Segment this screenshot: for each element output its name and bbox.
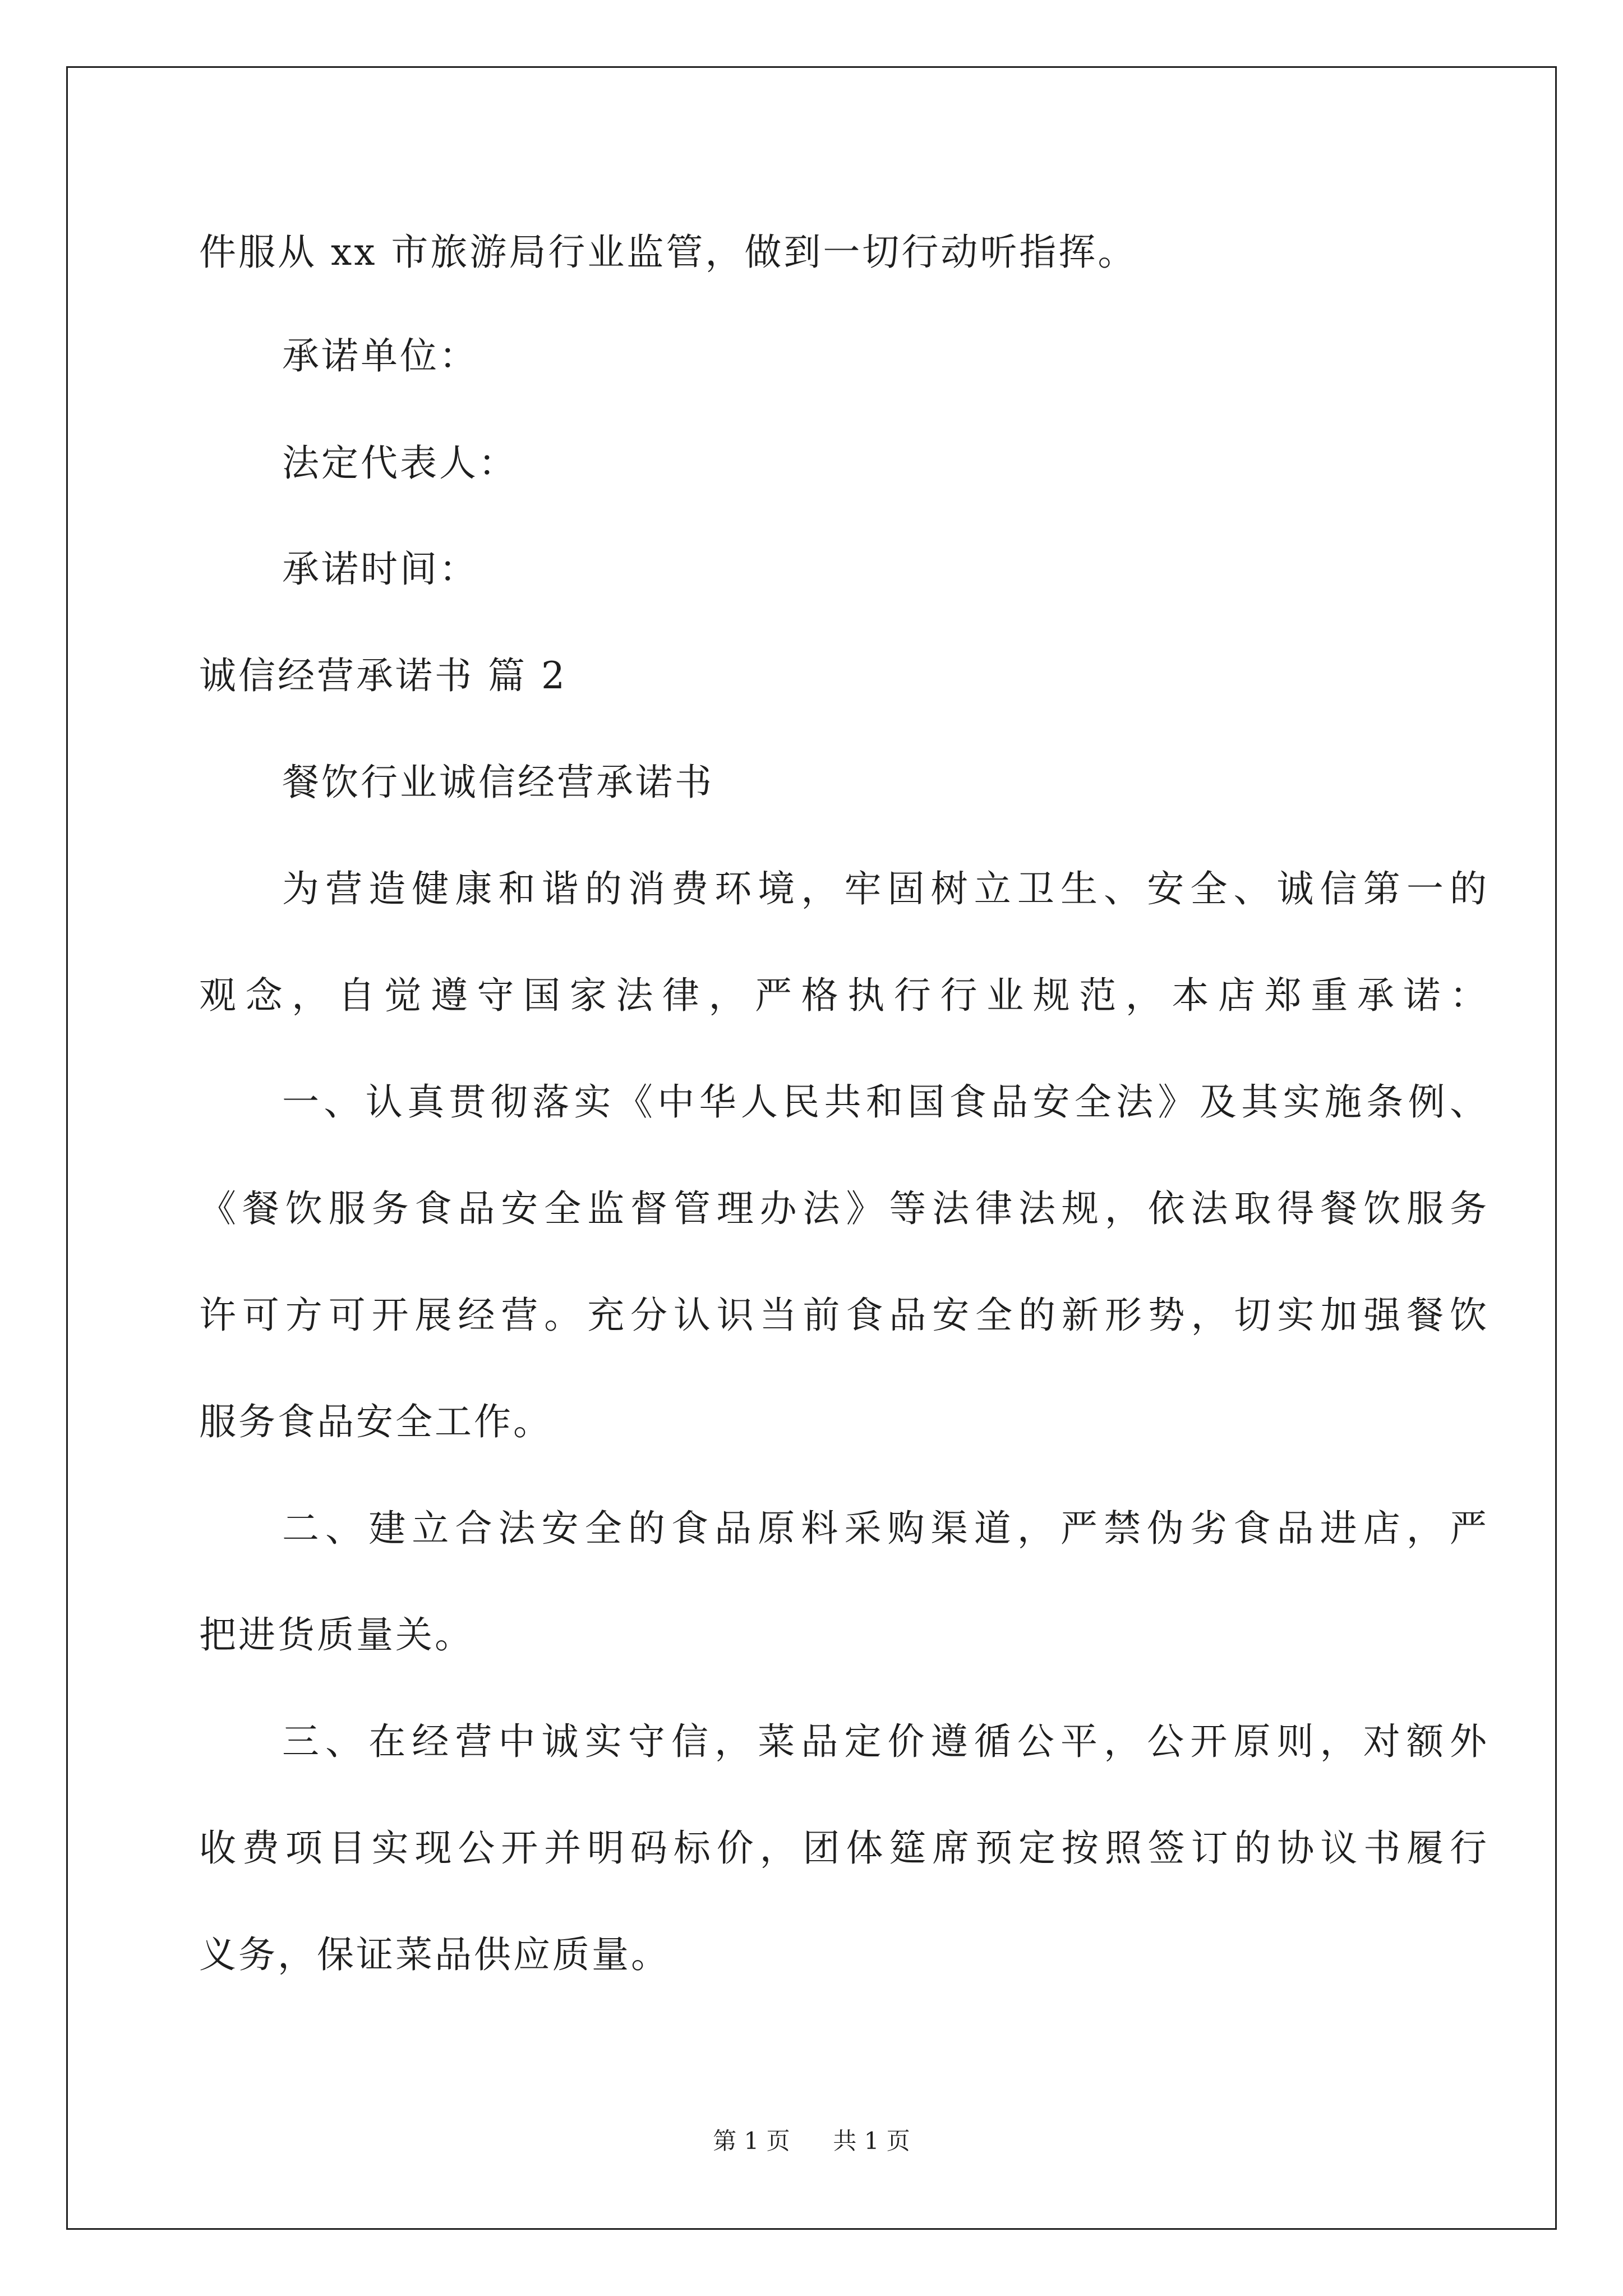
paragraph-3-line-3: 义务，保证菜品供应质量。 (199, 1933, 670, 1976)
paragraph-intro-line-2: 观念，自觉遵守国家法律，严格执行行业规范，本店郑重承诺： (199, 974, 1489, 1017)
paragraph-3-line-2: 收费项目实现公开并明码标价，团体筵席预定按照签订的协议书履行 (199, 1826, 1489, 1870)
page-border (66, 66, 1557, 2230)
section-heading: 诚信经营承诺书 篇 2 (199, 654, 567, 697)
paragraph-intro-line-1: 为营造健康和谐的消费环境，牢固树立卫生、安全、诚信第一的 (282, 867, 1489, 910)
paragraph-1-line-3: 许可方可开展经营。充分认识当前食品安全的新形势，切实加强餐饮 (199, 1294, 1489, 1337)
paragraph-2-line-1: 二、建立合法安全的食品原料采购渠道，严禁伪劣食品进店，严 (282, 1507, 1489, 1550)
page-number-current: 第 1 页 (713, 2127, 790, 2155)
document-title: 餐饮行业诚信经营承诺书 (282, 761, 714, 804)
paragraph-1-line-4: 服务食品安全工作。 (199, 1400, 552, 1443)
promise-date-label: 承诺时间： (282, 547, 478, 591)
promise-unit-label: 承诺单位： (282, 334, 478, 378)
page-number-total: 共 1 页 (833, 2127, 910, 2155)
paragraph-1-line-1: 一、认真贯彻落实《中华人民共和国食品安全法》及其实施条例、 (282, 1080, 1489, 1124)
page-footer (0, 2127, 1623, 2155)
legal-representative-label: 法定代表人： (282, 441, 518, 485)
paragraph-1-line-2: 《餐饮服务食品安全监督管理办法》等法律法规，依法取得餐饮服务 (199, 1187, 1489, 1230)
text-line-continuation: 件服从 xx 市旅游局行业监管，做到一切行动听指挥。 (199, 231, 1137, 274)
paragraph-3-line-1: 三、在经营中诚实守信，菜品定价遵循公平，公开原则，对额外 (282, 1720, 1489, 1763)
paragraph-2-line-2: 把进货质量关。 (199, 1613, 474, 1657)
